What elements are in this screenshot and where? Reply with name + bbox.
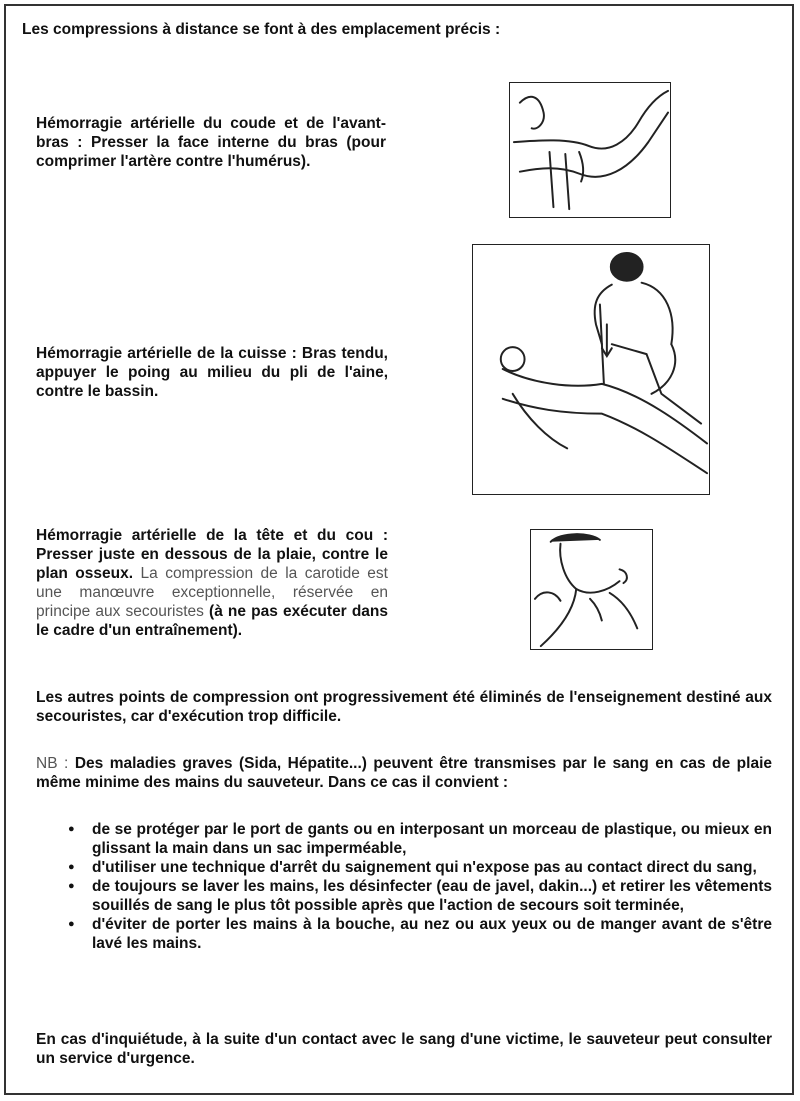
precautions-list [64, 820, 772, 953]
nb-label: NB : [36, 755, 69, 772]
nb-paragraph [36, 754, 772, 792]
nb-text: Des maladies graves (Sida, Hépatite...) peuvent être transmises par le sang en cas de plaie même minime des mains du sauveteur. Dans ce cas il convient : [36, 755, 772, 791]
illustration-neck-compression [530, 529, 653, 650]
list-item: ● de se protéger par le port de gants ou en interposant un morceau de plastique, ou mieux en glissant la main dans un sac imperméable, [64, 820, 772, 858]
section-elbow-forearm: Hémorragie artérielle du coude et de l'avant-bras : Presser la face interne du bras (pour comprimer l'artère contre l'humérus). [36, 115, 386, 170]
paragraph-other-points: Les autres points de compression ont progressivement été éliminés de l'enseignement destiné aux secouristes, car d'exécution trop difficile. [36, 689, 772, 725]
list-item: ● de toujours se laver les mains, les désinfecter (eau de javel, dakin...) et retirer les vêtements souillés de sang le plus tôt possible après que l'action de secours soit terminée, [64, 877, 772, 915]
section-head-neck-note: La compression de la carotide est une manœuvre exceptionnelle, réservée en principe aux secouristes [36, 565, 388, 620]
list-item: ● d'utiliser une technique d'arrêt du saignement qui n'expose pas au contact direct du sang, [64, 858, 772, 877]
illustration-thigh-compression [472, 244, 710, 495]
conclusion-paragraph: En cas d'inquiétude, à la suite d'un contact avec le sang d'une victime, le sauveteur peut consulter un service d'urgence. [36, 1031, 772, 1067]
section-head-neck-bold: Hémorragie artérielle de la tête et du cou : Presser juste en dessous de la plaie, contre le plan osseux. [36, 527, 388, 582]
section-head-neck [36, 526, 388, 640]
section-thigh: Hémorragie artérielle de la cuisse : Bras tendu, appuyer le poing au milieu du pli de l'aine, contre le bassin. [36, 345, 388, 400]
section-head-neck-warning: (à ne pas exécuter dans le cadre d'un entraînement). [36, 603, 389, 639]
page-title: Les compressions à distance se font à des emplacement précis : [22, 21, 501, 38]
list-item: ● d'éviter de porter les mains à la bouche, au nez ou aux yeux ou de manger avant de s'être lavé les mains. [64, 915, 772, 953]
illustration-arm-compression [509, 82, 671, 218]
